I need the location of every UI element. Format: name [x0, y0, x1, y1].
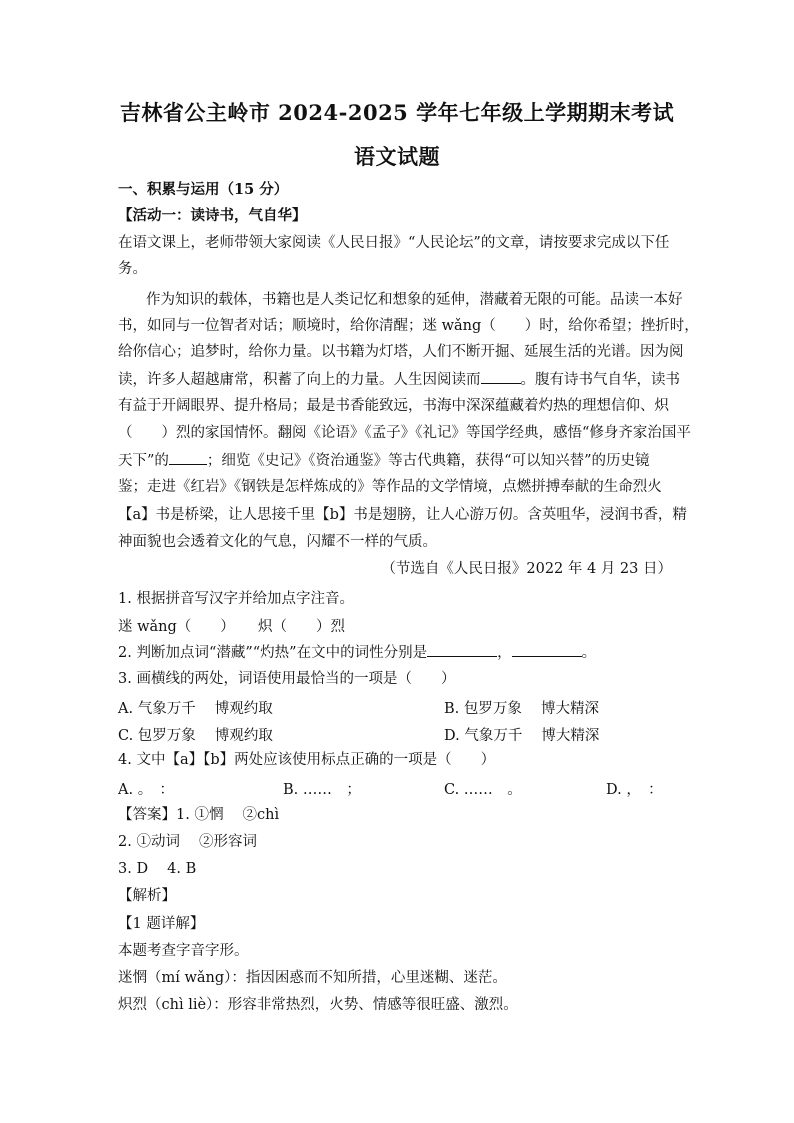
fill-blank: [512, 642, 582, 657]
question-4-option: A. 。 ：: [118, 782, 174, 798]
question-1: 1. 根据拼音写汉字并给加点字注音。: [118, 591, 354, 607]
answer-line: 2. ①动词 ②形容词: [118, 834, 258, 850]
passage-line: 给你信心；追梦时，给你力量。以书籍为灯塔，人们不断开掘、延展生活的光谱。因为阅: [118, 344, 684, 360]
question-3-option: C. 包罗万象 博观约取: [118, 728, 273, 744]
question-1-item: 炽（ ）烈: [258, 619, 345, 635]
answer-line: 3. D 4. B: [118, 861, 197, 877]
passage-text: 天下”的: [118, 453, 169, 469]
passage-line: 有益于开阔眼界、提升格局；最是书香能致远，书海中深深蕴藏着灼热的理想信仰、炽: [118, 398, 669, 414]
passage-text: 。腹有诗书气自华，读书: [520, 372, 680, 388]
detail-line: 本题考查字音字形。: [118, 943, 249, 959]
question-1-item: 迷 wǎng（ ）: [118, 619, 235, 635]
fill-blank: [169, 450, 207, 465]
analysis-heading: 【解析】: [118, 888, 176, 904]
passage-text: 读，许多人超越庸常，积蓄了向上的力量。人生因阅读而: [118, 372, 481, 388]
detail-line: 炽烈（chì liè）：形容非常热烈，火势、情感等很旺盛、激烈。: [118, 997, 518, 1013]
intro-line: 务。: [118, 261, 147, 277]
passage-line: 【a】书是桥梁，让人思接千里【b】书是翅膀，让人心游万仞。含英咀华，浸润书香，精: [118, 507, 687, 523]
question-2-sep: ，: [497, 645, 512, 661]
passage-line: [118, 369, 680, 390]
passage-line: 鉴；走进《红岩》《钢铁是怎样炼成的》等作品的文学情境，点燃拼搏奉献的生命烈火: [118, 479, 662, 495]
fill-blank: [481, 369, 521, 384]
question-3-option: A. 气象万千 博观约取: [118, 701, 273, 717]
fill-blank: [427, 642, 497, 657]
passage-line: [118, 450, 650, 471]
question-3-option: B. 包罗万象 博大精深: [444, 701, 599, 717]
passage-line: 书，如同与一位智者对话；顺境时，给你清醒；迷 wǎng（ ）时，给你希望；挫折时，: [118, 318, 699, 334]
question-2-end: 。: [581, 645, 597, 661]
document-title: 吉林省公主岭市 2024-2025 学年七年级上学期期末考试: [119, 100, 675, 125]
detail-heading: 【1 题详解】: [118, 916, 205, 932]
activity-heading: 【活动一：读诗书，气自华】: [118, 207, 307, 224]
question-2-text: 2. 判断加点词“潜藏”“灼热”在文中的词性分别是: [118, 645, 428, 661]
question-3-option: D. 气象万千 博大精深: [444, 728, 600, 744]
intro-line: 在语文课上，老师带领大家阅读《人民日报》“人民论坛”的文章，请按要求完成以下任: [118, 235, 670, 251]
passage-line: 作为知识的载体，书籍也是人类记忆和想象的延伸，潜藏着无限的可能。品读一本好: [146, 292, 683, 308]
answer-line: 【答案】1. ①惘 ②chì: [118, 807, 280, 823]
question-3: 3. 画横线的两处，词语使用最恰当的一项是（ ）: [118, 671, 456, 687]
passage-line: 神面貌也会透着文化的气息，闪耀不一样的气质。: [118, 534, 437, 550]
detail-line: 迷惘（mí wǎng）：指因困惑而不知所措，心里迷糊、迷茫。: [118, 970, 507, 986]
section-heading: 一、积累与运用（15 分）: [118, 181, 289, 198]
passage-line: （ ）烈的家国情怀。翻阅《论语》《孟子》《礼记》等国学经典，感悟“修身齐家治国平: [118, 425, 691, 441]
passage-text: ；细览《史记》《资治通鉴》等古代典籍，获得“可以知兴替”的历史镜: [206, 453, 650, 469]
question-4: 4. 文中【a】【b】两处应该使用标点正确的一项是（ ）: [118, 752, 496, 768]
question-4-option: B. …… ；: [283, 782, 361, 798]
passage-source: （节选自《人民日报》2022 年 4 月 23 日）: [381, 561, 672, 577]
document-subtitle: 语文试题: [354, 144, 440, 169]
question-2: [118, 642, 596, 663]
question-4-option: C. …… 。: [444, 782, 522, 798]
question-4-option: D. ， ：: [606, 782, 663, 798]
